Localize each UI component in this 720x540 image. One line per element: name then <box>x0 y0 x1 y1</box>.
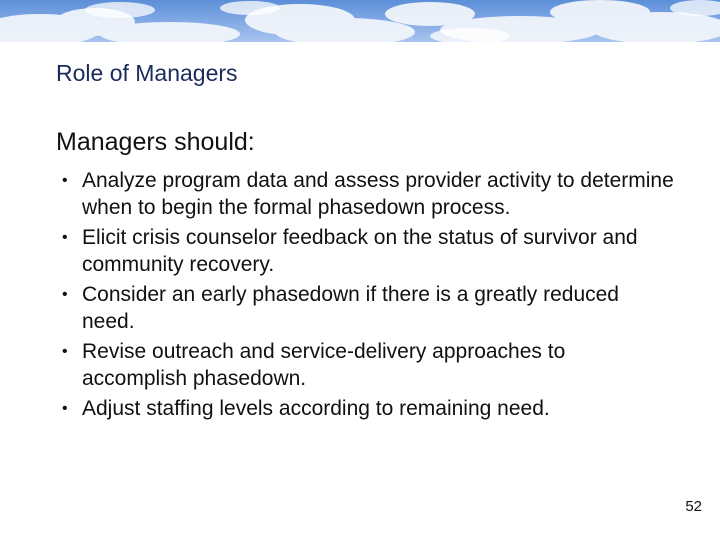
bullet-item <box>56 338 676 392</box>
slide-title: Role of Managers <box>56 60 238 86</box>
intro-text: Managers should: <box>56 128 255 156</box>
bullet-icon: • <box>62 172 68 189</box>
bullet-icon: • <box>62 286 68 303</box>
bullet-text: Consider an early phasedown if there is a greatly reduced need. <box>82 283 619 333</box>
bullet-item <box>56 224 676 278</box>
bullet-icon: • <box>62 343 68 360</box>
bullet-text: Adjust staffing levels according to remaining need. <box>82 397 550 420</box>
sky-banner <box>0 0 720 42</box>
bullet-icon: • <box>62 229 68 246</box>
page-number: 52 <box>685 498 702 515</box>
bullet-item <box>56 281 676 335</box>
bullet-text: Analyze program data and assess provider activity to determine when to begin the formal phasedown process. <box>82 169 674 219</box>
bullet-list <box>56 167 676 425</box>
bullet-text: Revise outreach and service-delivery approaches to accomplish phasedown. <box>82 340 566 390</box>
bullet-item <box>56 167 676 221</box>
clouds-decoration <box>0 0 720 42</box>
bullet-item <box>56 395 676 422</box>
bullet-text: Elicit crisis counselor feedback on the status of survivor and community recovery. <box>82 226 638 276</box>
bullet-icon: • <box>62 400 68 417</box>
